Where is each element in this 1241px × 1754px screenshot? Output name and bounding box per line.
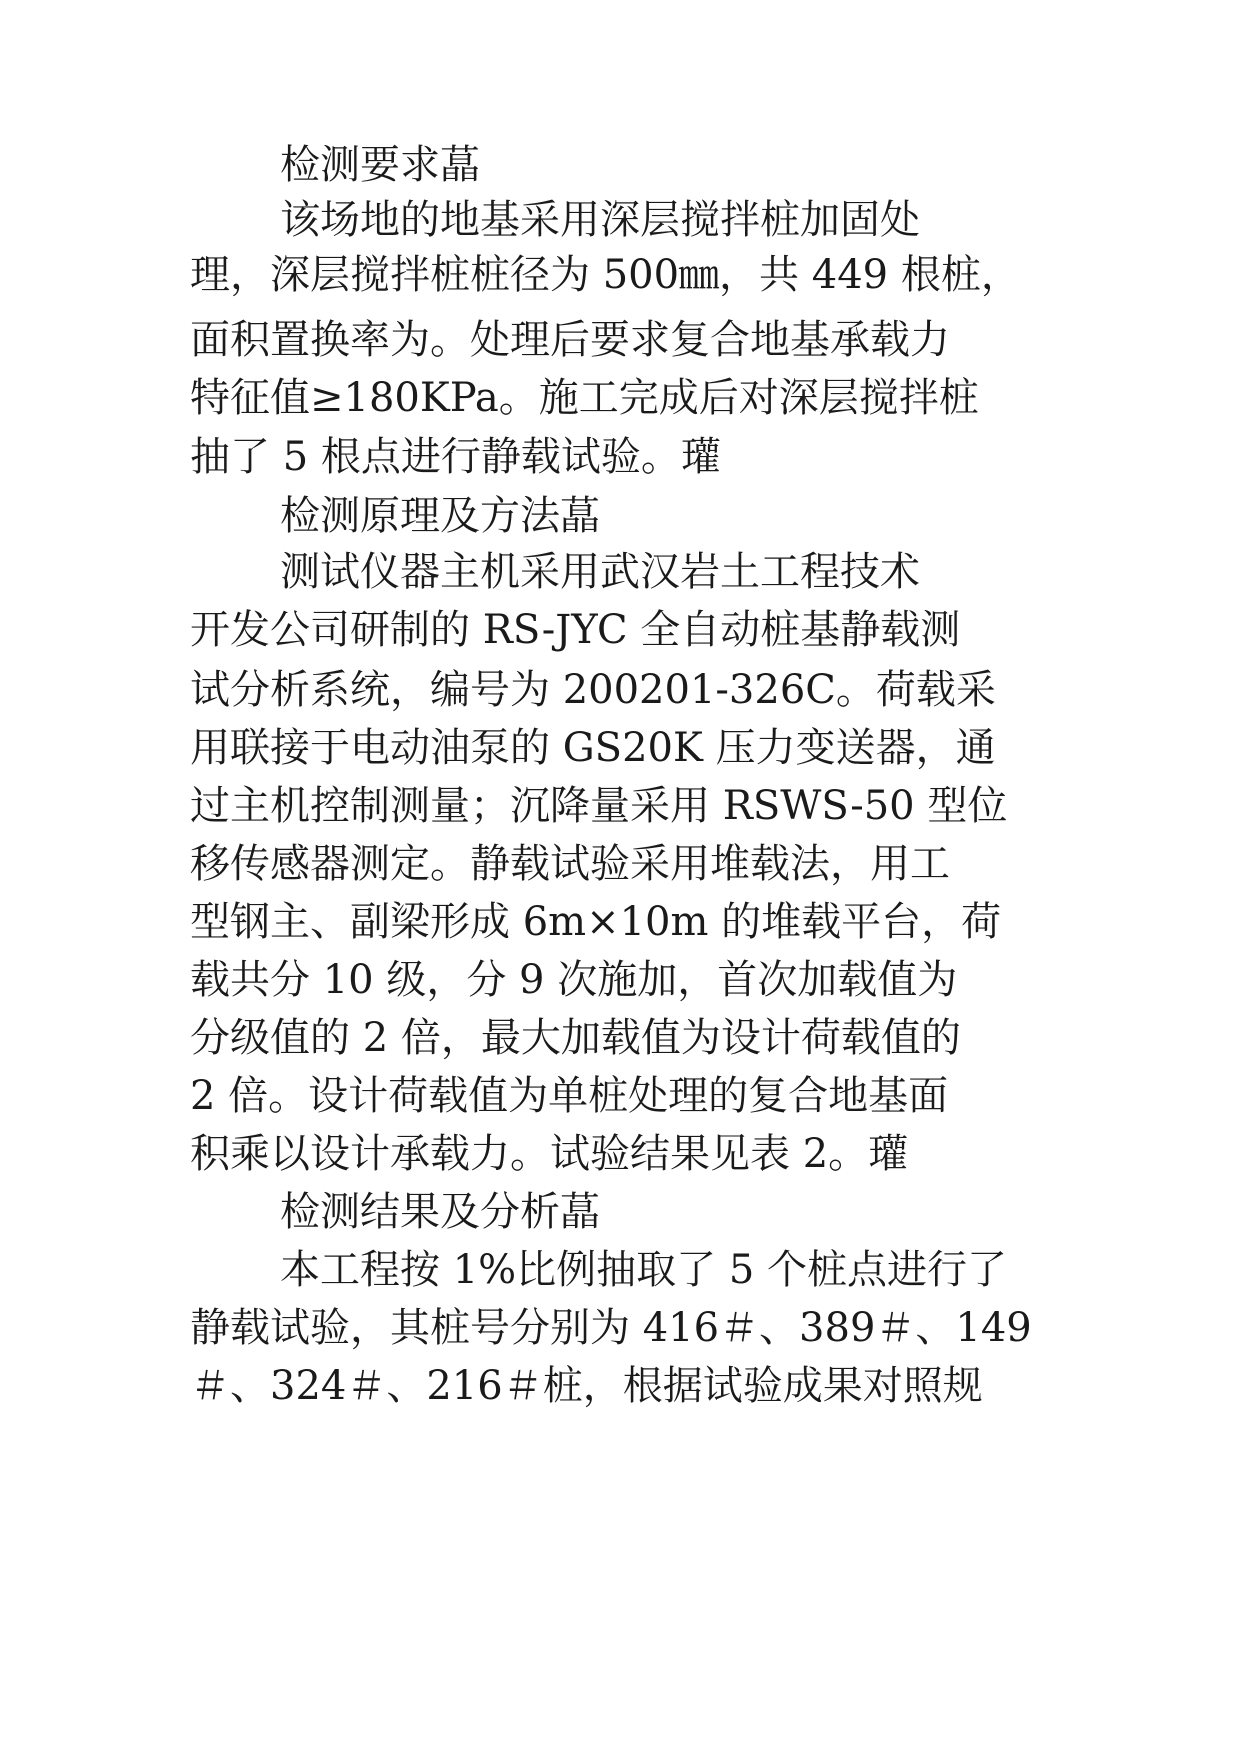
paragraph-line: 面积置换率为。处理后要求复合地基承载力 [190,317,950,363]
paragraph-line: 静载试验，其桩号分别为 416＃、389＃、149 [190,1305,1032,1351]
paragraph-line: 试分析系统，编号为 200201-326C。荷载采 [190,667,996,713]
paragraph-line: 开发公司研制的 RS-JYC 全自动桩基静载测 [190,607,961,653]
paragraph-line: 积乘以设计承载力。试验结果见表 2。瓘 [190,1131,909,1177]
paragraph-line: 分级值的 2 倍，最大加载值为设计荷载值的 [190,1015,961,1061]
section-heading-requirements: 检测要求蕌 [280,142,480,188]
paragraph-line: 用联接于电动油泵的 GS20K 压力变送器，通 [190,725,996,771]
section-heading-results: 检测结果及分析蕌 [280,1189,600,1235]
paragraph-line: 测试仪器主机采用武汉岩土工程技术 [280,549,920,595]
paragraph-line: ＃、324＃、216＃桩，根据试验成果对照规 [190,1363,983,1409]
paragraph-line: 该场地的地基采用深层搅拌桩加固处 [280,197,920,243]
paragraph-line: 本工程按 1%比例抽取了 5 个桩点进行了 [280,1247,1008,1293]
paragraph-line: 移传感器测定。静载试验采用堆载法，用工 [190,841,950,887]
paragraph-line: 抽了 5 根点进行静载试验。瓘 [190,434,721,480]
paragraph-line: 2 倍。设计荷载值为单桩处理的复合地基面 [190,1073,949,1119]
paragraph-line: 过主机控制测量；沉降量采用 RSWS-50 型位 [190,783,1008,829]
paragraph-line: 型钢主、副梁形成 6m×10m 的堆载平台，荷 [190,899,1002,945]
section-heading-principle: 检测原理及方法蕌 [280,493,600,539]
paragraph-line: 载共分 10 级，分 9 次施加，首次加载值为 [190,957,958,1003]
paragraph-line: 特征值≥180KPa。施工完成后对深层搅拌桩 [190,375,979,421]
paragraph-line: 理，深层搅拌桩桩径为 500㎜，共 449 根桩， [190,252,1021,298]
